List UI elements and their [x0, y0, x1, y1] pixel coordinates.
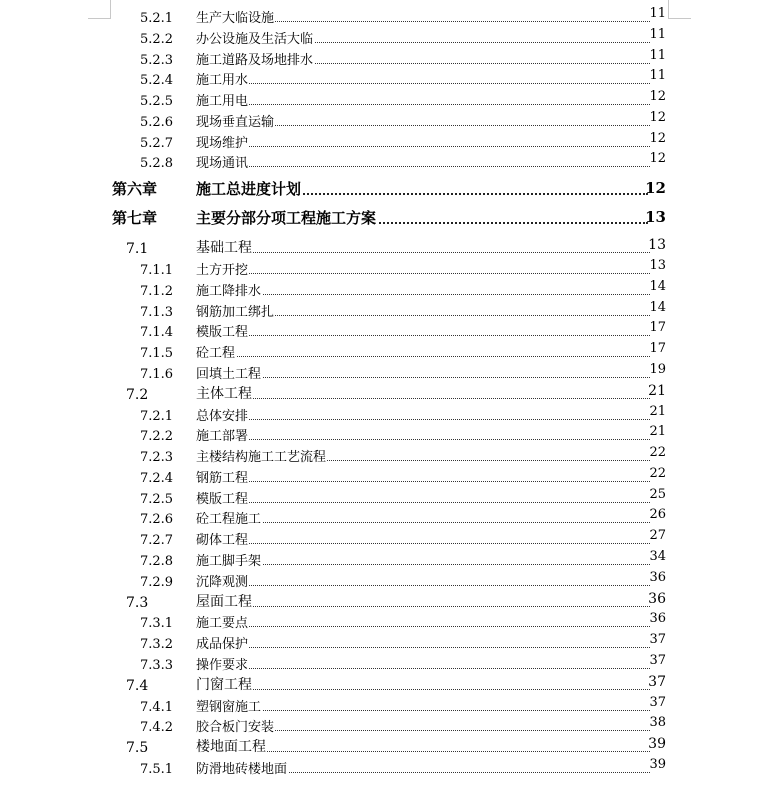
- toc-entry[interactable]: [0, 549, 781, 569]
- toc-entry-page-number: 37: [649, 632, 666, 647]
- toc-entry[interactable]: [0, 570, 781, 590]
- toc-entry-number: 7.1.4: [140, 325, 174, 341]
- toc-entry-page-number: 37: [648, 673, 666, 690]
- toc-entry-number: 7.1: [126, 241, 149, 258]
- toc-entry-number: 7.2: [126, 386, 149, 403]
- toc-entry-title: 总体安排: [196, 405, 249, 424]
- toc-entry-title: 施工部署: [196, 425, 249, 444]
- toc-entry-title: 操作要求: [196, 654, 249, 673]
- toc-entry[interactable]: [0, 110, 781, 130]
- toc-entry-page-number: 12: [649, 151, 666, 167]
- toc-entry[interactable]: [0, 757, 781, 777]
- toc-entry-page-number: 17: [649, 341, 666, 356]
- toc-entry[interactable]: [0, 68, 781, 88]
- toc-entry-number: 5.2.3: [140, 52, 174, 68]
- toc-entry-title: 主要分部分项工程施工方案: [196, 209, 377, 228]
- toc-entry-page-number: 36: [649, 611, 666, 627]
- toc-entry-number: 7.3.3: [140, 657, 174, 673]
- toc-entry-title: 成品保护: [196, 633, 249, 652]
- toc-entry-title: 施工脚手架: [196, 550, 262, 569]
- toc-entry-title: 防滑地砖楼地面: [196, 758, 288, 777]
- toc-entry[interactable]: [0, 258, 781, 278]
- toc-entry-page-number: 39: [648, 736, 666, 753]
- toc-entry-number: 7.2.5: [140, 491, 174, 507]
- toc-entry-title: 基础工程: [196, 237, 253, 257]
- toc-entry[interactable]: [0, 48, 781, 68]
- toc-entry-number: 7.2.2: [140, 429, 174, 445]
- toc-entry[interactable]: [0, 466, 781, 486]
- toc-entry-number: 7.1.1: [140, 263, 174, 278]
- toc-entry-title: 模版工程: [196, 321, 249, 340]
- toc-entry[interactable]: [0, 653, 781, 673]
- toc-entry[interactable]: [0, 424, 781, 444]
- toc-entry-title: 砼工程施工: [196, 508, 262, 527]
- toc-entry-title: 沉降观测: [196, 571, 249, 590]
- toc-entry-number: 5.2.5: [140, 94, 174, 109]
- toc-entry-title: 施工用电: [196, 90, 249, 109]
- toc-entry[interactable]: [0, 383, 781, 403]
- toc-entry-number: 5.2.1: [140, 11, 174, 26]
- toc-entry[interactable]: [0, 487, 781, 507]
- toc-entry-page-number: 11: [649, 68, 666, 84]
- toc-entry[interactable]: [0, 27, 781, 47]
- toc-entry-title: 门窗工程: [196, 674, 253, 694]
- toc-entry[interactable]: [0, 591, 781, 611]
- toc-entry-title: 胶合板门安装: [196, 716, 275, 735]
- toc-entry[interactable]: [0, 300, 781, 320]
- toc-entry-title: 钢筋加工绑扎: [196, 301, 275, 320]
- toc-entry-title: 塑钢窗施工: [196, 696, 262, 715]
- toc-entry-title: 模版工程: [196, 488, 249, 507]
- toc-entry-page-number: 21: [648, 382, 666, 399]
- toc-entry-number: 7.3: [126, 594, 149, 611]
- toc-entry-page-number: 36: [648, 590, 666, 607]
- toc-entry-page-number: 13: [645, 208, 666, 227]
- toc-entry-page-number: 37: [649, 652, 666, 668]
- toc-entry-title: 主楼结构施工工艺流程: [196, 446, 327, 465]
- toc-entry-page-number: 39: [649, 757, 666, 772]
- toc-entry[interactable]: [0, 445, 781, 465]
- toc-entry-title: 砌体工程: [196, 529, 249, 548]
- toc-entry[interactable]: [0, 507, 781, 527]
- toc-entry-number: 5.2.8: [140, 156, 174, 172]
- toc-entry[interactable]: [0, 6, 781, 26]
- toc-entry-number: 7.1.3: [140, 304, 174, 320]
- toc-entry[interactable]: [0, 528, 781, 548]
- toc-entry-number: 7.4.2: [140, 720, 174, 736]
- toc-entry[interactable]: [0, 151, 781, 171]
- toc-entry-page-number: 14: [649, 278, 666, 294]
- toc-entry-number: 7.1.5: [140, 346, 174, 361]
- toc-entry-number: 7.2.1: [140, 408, 174, 424]
- toc-entry[interactable]: [0, 674, 781, 694]
- toc-entry-page-number: 12: [649, 109, 666, 125]
- toc-entry-page-number: 11: [649, 6, 666, 21]
- toc-entry-title: 屋面工程: [196, 591, 253, 611]
- toc-entry-title: 现场垂直运输: [196, 111, 275, 130]
- toc-entry-page-number: 37: [649, 694, 666, 710]
- toc-entry[interactable]: [0, 695, 781, 715]
- toc-entry-number: 7.1.6: [140, 366, 174, 382]
- toc-entry-title: 钢筋工程: [196, 467, 249, 486]
- toc-entry[interactable]: [0, 237, 781, 257]
- toc-entry-number: 5.2.6: [140, 114, 174, 130]
- toc-entry[interactable]: [0, 89, 781, 109]
- toc-entry-title: 施工道路及场地排水: [196, 49, 314, 68]
- toc-entry-page-number: 38: [649, 715, 666, 731]
- toc-entry-page-number: 13: [649, 258, 666, 273]
- toc-entry-page-number: 25: [649, 486, 666, 502]
- toc-entry[interactable]: [0, 611, 781, 631]
- toc-entry-title: 现场维护: [196, 132, 249, 151]
- toc-entry[interactable]: [0, 179, 781, 199]
- toc-entry-page-number: 12: [649, 130, 666, 146]
- toc-entry[interactable]: [0, 715, 781, 735]
- toc-entry-number: 7.2.8: [140, 553, 174, 569]
- toc-entry-page-number: 13: [648, 237, 666, 254]
- toc-entry-page-number: 12: [645, 179, 666, 198]
- toc-entry[interactable]: [0, 279, 781, 299]
- toc-entry-number: 7.4: [126, 677, 149, 694]
- toc-entry-page-number: 19: [649, 361, 666, 377]
- toc-entry-title: 砼工程: [196, 342, 236, 361]
- toc-entry-number: 7.5.1: [140, 762, 174, 777]
- toc-entry-title: 回填土工程: [196, 363, 262, 382]
- toc-entry-page-number: 21: [649, 403, 666, 419]
- toc-entry[interactable]: [0, 404, 781, 424]
- toc-entry-title: 施工用水: [196, 69, 249, 88]
- toc-entry-number: 7.3.1: [140, 616, 174, 632]
- toc-entry[interactable]: [0, 362, 781, 382]
- toc-entry-page-number: 27: [649, 528, 666, 543]
- toc-entry-page-number: 34: [649, 548, 666, 564]
- toc-entry-number: 7.2.3: [140, 450, 174, 465]
- toc-entry-page-number: 36: [649, 569, 666, 585]
- toc-entry-title: 楼地面工程: [196, 736, 267, 756]
- toc-entry-title: 土方开挖: [196, 259, 249, 278]
- toc-entry-number: 7.3.2: [140, 637, 174, 652]
- toc-entry-number: 7.2.6: [140, 512, 174, 528]
- toc-entry-title: 生产大临设施: [196, 7, 275, 26]
- toc-entry-title: 办公设施及生活大临: [196, 28, 314, 47]
- toc-entry-title: 现场通讯: [196, 152, 249, 171]
- toc-entry-number: 第七章: [112, 209, 158, 228]
- toc-entry[interactable]: [0, 208, 781, 228]
- toc-entry-number: 5.2.4: [140, 73, 174, 89]
- toc-entry-number: 5.2.7: [140, 135, 174, 151]
- toc-entry[interactable]: [0, 131, 781, 151]
- toc-entry-number: 7.1.2: [140, 283, 174, 299]
- toc-entry-page-number: 11: [649, 47, 666, 63]
- toc-entry-number: 7.2.9: [140, 574, 174, 590]
- toc-entry-title: 施工总进度计划: [196, 180, 302, 199]
- toc-entry-title: 主体工程: [196, 383, 253, 403]
- toc-entry-number: 7.4.1: [140, 699, 174, 715]
- toc-entry-number: 7.2.4: [140, 470, 174, 486]
- toc-entry-title: 施工降排水: [196, 280, 262, 299]
- toc-entry[interactable]: [0, 341, 781, 361]
- toc-entry-number: 5.2.2: [140, 31, 174, 47]
- toc-entry-number: 7.2.7: [140, 533, 174, 548]
- toc-entry-page-number: 12: [649, 89, 666, 104]
- toc-entry[interactable]: [0, 632, 781, 652]
- toc-entry-page-number: 22: [649, 445, 666, 460]
- toc-entry-number: 7.5: [126, 740, 149, 757]
- toc-entry-page-number: 26: [649, 507, 666, 523]
- toc-entry-page-number: 11: [649, 26, 666, 42]
- toc-entry-number: 第六章: [112, 180, 158, 199]
- toc-entry-page-number: 17: [649, 320, 666, 336]
- toc-entry-page-number: 22: [649, 465, 666, 481]
- toc-entry-page-number: 14: [649, 299, 666, 315]
- toc-entry[interactable]: [0, 736, 781, 756]
- toc-entry[interactable]: [0, 320, 781, 340]
- toc-entry-page-number: 21: [649, 424, 666, 440]
- toc-entry-title: 施工要点: [196, 612, 249, 631]
